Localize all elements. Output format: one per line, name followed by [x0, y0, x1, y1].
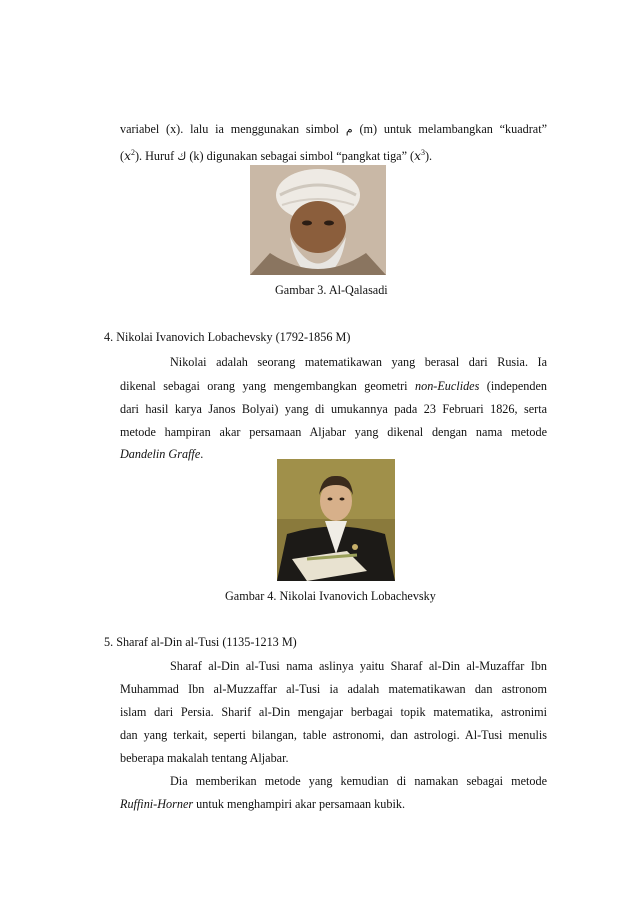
- text-line: [120, 145, 547, 165]
- text-span: (m) untuk melambangkan “kuadrat”: [359, 122, 548, 136]
- text-line: Dia memberikan metode yang kemudian di namakan sebagai metode: [170, 774, 547, 788]
- portrait-lobachevsky: [277, 459, 395, 581]
- text-line: metode hampiran akar persamaan Aljabar yang dikenal dengan nama metode: [120, 425, 547, 439]
- text-line: [120, 378, 547, 394]
- text-line: islam dari Persia. Sharif al-Din mengajar berbagai topik matematika, astronimi: [120, 705, 547, 719]
- text-span: dikenal sebagai orang yang mengembangkan geometri: [120, 379, 408, 393]
- math-variable: x: [124, 149, 131, 164]
- text-span: (: [120, 149, 125, 164]
- figure-caption: Gambar 3. Al-Qalasadi: [275, 283, 388, 297]
- text-span: (k) digunakan sebagai simbol “pangkat tiga” (: [189, 149, 415, 164]
- text-line: [120, 121, 547, 138]
- text-span: variabel (x). lalu ia menggunakan simbol: [120, 122, 340, 136]
- portrait-al-qalasadi: [250, 165, 386, 275]
- text-line: dari hasil karya Janos Bolyai) yang di umukannya pada 23 Februari 1826, serta: [120, 402, 547, 416]
- text-span: (independen: [486, 379, 548, 393]
- text-line: beberapa makalah tentang Aljabar.: [120, 751, 289, 765]
- portrait-lobachevsky-image: [277, 459, 395, 581]
- text-line: [120, 796, 547, 812]
- text-span: untuk menghampiri akar persamaan kubik.: [196, 797, 405, 811]
- section-heading: 4. Nikolai Ivanovich Lobachevsky (1792-1856 M): [104, 330, 351, 344]
- math-variable: x: [414, 149, 421, 164]
- section-heading: 5. Sharaf al-Din al-Tusi (1135-1213 M): [104, 635, 297, 649]
- text-line: Nikolai adalah seorang matematikawan yang berasal dari Rusia. Ia: [170, 355, 547, 369]
- math-exponent: 3: [420, 148, 425, 157]
- text-span: ). Huruf: [134, 149, 175, 164]
- emphasis-text: Dandelin Graffe: [120, 447, 201, 461]
- emphasis-text: Ruffini-Horner: [120, 797, 194, 811]
- text-line: Sharaf al-Din al-Tusi nama aslinya yaitu Sharaf al-Din al-Muzaffar Ibn: [170, 659, 547, 673]
- arabic-letter-mim: م: [345, 123, 353, 136]
- text-span: ).: [424, 149, 433, 164]
- portrait-al-qalasadi-image: [250, 165, 386, 275]
- arabic-letter-kaf: ك: [177, 150, 187, 164]
- emphasis-text: non-Euclides: [415, 379, 480, 393]
- text-line: dan yang terkait, seperti bilangan, table astronomi, dan astrologi. Al-Tusi menulis: [120, 728, 547, 742]
- figure-caption: Gambar 4. Nikolai Ivanovich Lobachevsky: [225, 589, 436, 603]
- text-span: .: [200, 447, 204, 461]
- text-line: Muhammad Ibn al-Muzzaffar al-Tusi ia adalah matematikawan dan astronom: [120, 682, 547, 696]
- math-exponent: 2: [130, 148, 135, 157]
